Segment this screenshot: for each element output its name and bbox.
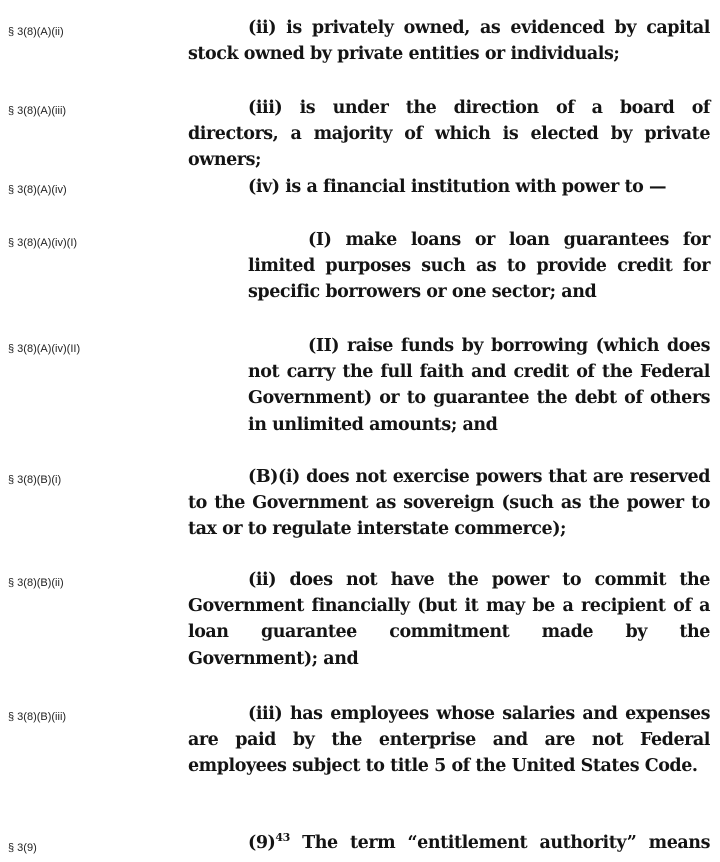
section-text: (iii) is under the direction of a board of directors, a majority of which is elected by private owners;	[188, 98, 710, 171]
section-citation: § 3(8)(A)(iii)	[8, 105, 67, 117]
section-text: (B)(i) does not exercise powers that are reserved to the Government as sovereign (such as the power to tax or to regulate interstate commerce);	[188, 467, 710, 540]
section-text: (iii) has employees whose salaries and expenses are paid by the enterprise and are not Federal employees subject to title 5 of the United States Code.	[188, 704, 710, 777]
section-citation: § 3(9)	[8, 842, 37, 854]
section-citation: § 3(8)(B)(ii)	[8, 577, 64, 589]
section-citation: § 3(8)(B)(iii)	[8, 711, 67, 723]
footnote-marker: 43	[275, 831, 290, 845]
section-text: (ii) does not have the power to commit the Government financially (but it may be a recipient of a loan guarantee commitment made by the Government); and	[188, 570, 710, 669]
section-label: (9)	[248, 833, 276, 853]
section-citation: § 3(8)(B)(i)	[8, 474, 62, 486]
section-text: (II) raise funds by borrowing (which does not carry the full faith and credit of the Federal Government) or to guarantee the debt of others in unlimited amounts; and	[248, 336, 710, 435]
section-text: (ii) is privately owned, as evidenced by capital stock owned by private entities or individuals;	[188, 18, 710, 65]
section-citation: § 3(8)(A)(iv)(I)	[8, 237, 78, 249]
section-text-body: The term “entitlement authority” means	[289, 833, 710, 853]
section-citation: § 3(8)(A)(iv)(II)	[8, 343, 81, 355]
section-citation: § 3(8)(A)(iv)	[8, 184, 67, 196]
section-citation: § 3(8)(A)(ii)	[8, 26, 64, 38]
section-text: (iv) is a financial institution with power to —	[248, 177, 667, 197]
section-text	[188, 830, 710, 856]
section-text: (I) make loans or loan guarantees for limited purposes such as to provide credit for specific borrowers or one sector; and	[248, 230, 710, 303]
